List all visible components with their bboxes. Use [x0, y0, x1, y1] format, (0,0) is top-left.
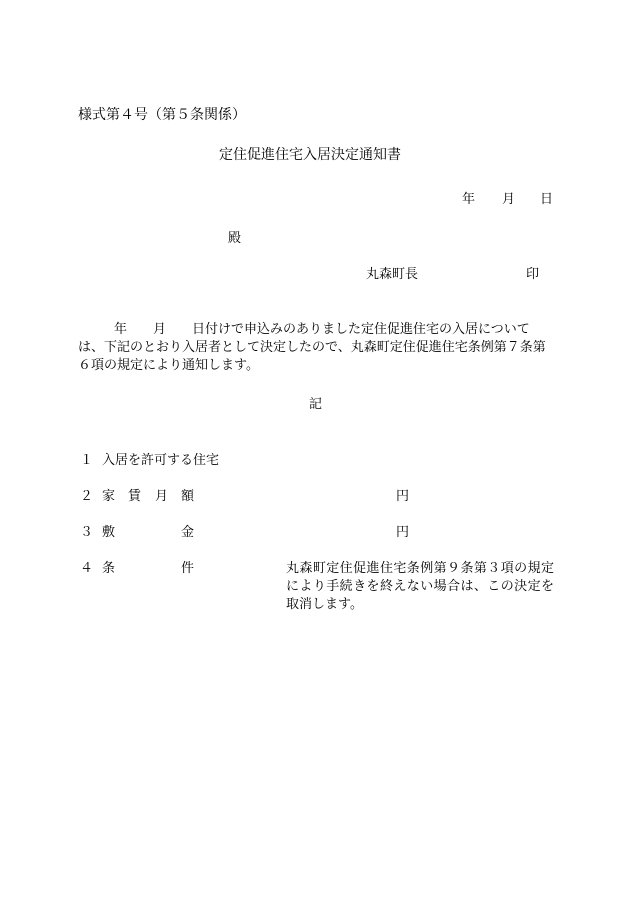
item-label: 入居を許可する住宅	[102, 453, 220, 468]
item-label-char: 金	[181, 525, 195, 540]
item-label-char: 条	[102, 561, 116, 576]
item-number: ４	[80, 561, 94, 576]
date-year-label: 年	[462, 192, 476, 207]
ki-heading: 記	[309, 397, 323, 412]
item-label-char: 月	[155, 489, 169, 504]
date-month-label: 月	[502, 192, 516, 207]
item-label-char: 家	[102, 489, 116, 504]
body-year-label: 年	[114, 322, 128, 337]
body-text: 日付けで申込みのありました定住促進住宅の入居については、下記のとおり入居者として決定したので、丸森町定住促進住宅条例第７条第６項の規定により通知します。	[78, 322, 546, 373]
item-unit: 円	[396, 525, 410, 540]
item-number: １	[80, 453, 94, 468]
condition-text: 丸森町定住促進住宅条例第９条第３項の規定により手続きを終えない場合は、この決定を取消します。	[286, 561, 554, 612]
seal-mark: 印	[526, 267, 540, 282]
item-label-char: 件	[181, 561, 195, 576]
document-title: 定住促進住宅入居決定通知書	[219, 147, 401, 163]
item-label-char: 額	[181, 489, 195, 504]
body-month-label: 月	[153, 322, 167, 337]
issuer-name: 丸森町長	[366, 267, 419, 282]
item-label-char: 敷	[102, 525, 116, 540]
item-number: ２	[80, 489, 94, 504]
item-unit: 円	[396, 489, 410, 504]
notice-paragraph	[78, 321, 552, 375]
date-day-label: 日	[540, 192, 554, 207]
form-number: 様式第４号（第５条関係）	[78, 107, 246, 123]
item-label-char: 賃	[128, 489, 142, 504]
addressee-suffix: 殿	[228, 231, 242, 246]
item-number: ３	[80, 525, 94, 540]
